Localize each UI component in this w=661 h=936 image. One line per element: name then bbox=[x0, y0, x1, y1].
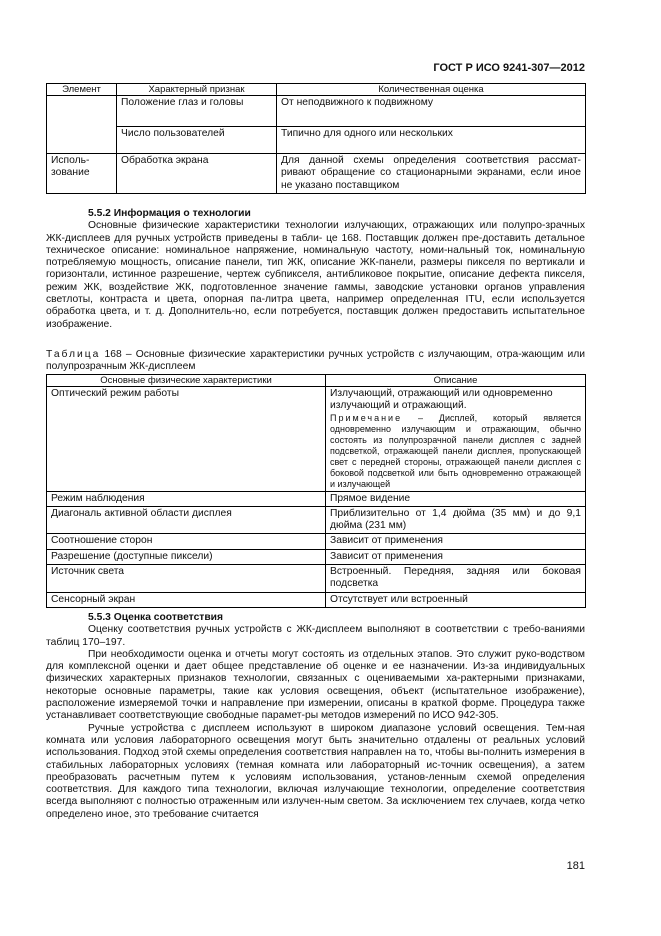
table-row bbox=[47, 96, 586, 127]
section-heading: 5.5.3 Оценка соответствия bbox=[88, 612, 224, 623]
characteristic-cell: Диагональ активной области дисплея bbox=[47, 506, 326, 534]
description-cell: Прямое видение bbox=[326, 491, 586, 506]
description-cell: Отсутствует или встроенный bbox=[326, 592, 586, 607]
section-heading: 5.5.2 Информация о технологии bbox=[88, 208, 251, 219]
column-header: Количественная оценка bbox=[277, 84, 586, 96]
standard-header: ГОСТ Р ИСО 9241-307—2012 bbox=[433, 62, 585, 74]
table-row bbox=[47, 491, 586, 506]
value-cell: Для данной схемы определения соответствия рассмат-ривают обращение со стационарными экранами, если иное не указано поставщиком bbox=[277, 154, 586, 194]
table-row bbox=[47, 549, 586, 564]
element-cell: Исполь-зование bbox=[47, 154, 117, 194]
table-row bbox=[47, 534, 586, 549]
table-row bbox=[47, 387, 586, 492]
table-header-row bbox=[47, 84, 586, 96]
characteristic-cell: Оптический режим работы bbox=[47, 387, 326, 492]
table-row bbox=[47, 565, 586, 593]
feature-cell: Число пользователей bbox=[117, 127, 277, 154]
description-cell: Встроенный. Передняя, задняя или боковая подсветка bbox=[326, 565, 586, 593]
table-header-row bbox=[47, 375, 586, 387]
paragraph: Оценку соответствия ручных устройств с ЖК-дисплеем выполняют в соответствии с требо-ваниями таблиц 170–197. bbox=[46, 624, 585, 648]
table-row bbox=[47, 127, 586, 154]
characteristic-cell: Режим наблюдения bbox=[47, 491, 326, 506]
description-cell: Зависит от применения bbox=[326, 534, 586, 549]
note-block bbox=[330, 413, 581, 490]
caption-label: Таблица bbox=[46, 349, 101, 360]
page-number: 181 bbox=[566, 860, 585, 872]
paragraph: Ручные устройства с дисплеем используют в широком диапазоне условий освещения. Тем-ная комната или условия лабораторного освещения могут быть значительно отдалены от реальных условий использования. Подход этой схемы определения соответствия направлен на то, чтобы вы-полнить измерения в стабильных лабораторных условиях (темная комната или лабораторный ис-точник освещения), а затем преобразовать расчетным путем к условиям использования, установ-ленным схемой определения соответствия. Для каждого типа технологии, включая излучающие технологии, определение соответствия всегда выполняют с полностью отраженным или излучен-ным светом. За исключением тех случаев, когда четко определено иное, это требование считается bbox=[46, 722, 585, 820]
characteristic-cell: Разрешение (доступные пиксели) bbox=[47, 549, 326, 564]
note-text: – Дисплей, который является одновременно излучающим и отражающим, обычно состоять из полупрозрачной панели дисплея с задней подсветкой, отражающей панели дисплея, пропускающей свет с передней стороны, отражающей панели дисплея с боковой подсветкой или быть одновременно отражающей и излучающей bbox=[330, 412, 581, 489]
description-text: Излучающий, отражающий или одновременно излучающий и отражающий. bbox=[330, 388, 553, 412]
description-cell: Приблизительно от 1,4 дюйма (35 мм) и до 9,1 дюйма (231 мм) bbox=[326, 506, 586, 534]
characteristic-cell: Соотношение сторон bbox=[47, 534, 326, 549]
description-cell: Зависит от применения bbox=[326, 549, 586, 564]
element-cell bbox=[47, 96, 117, 154]
column-header: Характерный признак bbox=[117, 84, 277, 96]
table-caption bbox=[46, 349, 585, 374]
caption-text: 168 – Основные физические характеристики ручных устройств с излучающим, отра-жающим или полупрозрачным ЖК-дисплеем bbox=[46, 349, 585, 373]
table-row bbox=[47, 154, 586, 194]
paragraph: Основные физические характеристики технологии излучающих, отражающих или полупро-зрачных ЖК-дисплеев для ручных устройств приведены в табли- це 168. Поставщик должен пре-доставить детальное техническое описание: номинальное напряжение, номинальную частоту, номи-нальный ток, номинальную потребляемую мощность, описание панели, тип ЖК, описание ЖК-панели, размеры пикселя по вертикали и горизонтали, истинное разрешение, чертеж субпикселя, антибликовое покрытие, описание дефекта пикселя, режим ЖК, воздействие ЖК, подготовленное значение гаммы, заводские установки органов управления светлоты, контраста и цвета, опорная па-литра цвета, например определенная ITU, если используется обработка цвета, и т. д. Дополнитель-но, если потребуется, поставщик должен предоставить испытательное изображение. bbox=[46, 220, 585, 330]
description-cell bbox=[326, 387, 586, 492]
column-header: Основные физические характеристики bbox=[47, 375, 326, 387]
column-header: Элемент bbox=[47, 84, 117, 96]
table-row bbox=[47, 506, 586, 534]
value-cell: От неподвижного к подвижному bbox=[277, 96, 586, 127]
table-168 bbox=[46, 374, 586, 608]
paragraph: При необходимости оценка и отчеты могут состоять из отдельных этапов. Это служит руко-водством для комплексной оценки и дает общее представление об оценке и ее назначении. Из-за индивидуальных физических характерных признаков технологии, связанных с оцениваемыми ха-рактерными признаками, некоторые основные параметры, такие как условия освещения, объект (испытательное изображение), расположение измеряемой точки и направление при измерении, описаны в краткой форме. Процедура также устанавливает соответствующие свободные парамет-ры методов измерений по ИСО 942-305. bbox=[46, 648, 585, 722]
table-row bbox=[47, 592, 586, 607]
feature-cell: Обработка экрана bbox=[117, 154, 277, 194]
value-cell: Типично для одного или нескольких bbox=[277, 127, 586, 154]
note-label: Примечание bbox=[330, 412, 403, 423]
characteristic-cell: Сенсорный экран bbox=[47, 592, 326, 607]
column-header: Описание bbox=[326, 375, 586, 387]
section-conformity-assessment bbox=[46, 612, 585, 821]
characteristics-table bbox=[46, 83, 586, 194]
section-technology-info bbox=[46, 208, 585, 331]
feature-cell: Положение глаз и головы bbox=[117, 96, 277, 127]
characteristic-cell: Источник света bbox=[47, 565, 326, 593]
